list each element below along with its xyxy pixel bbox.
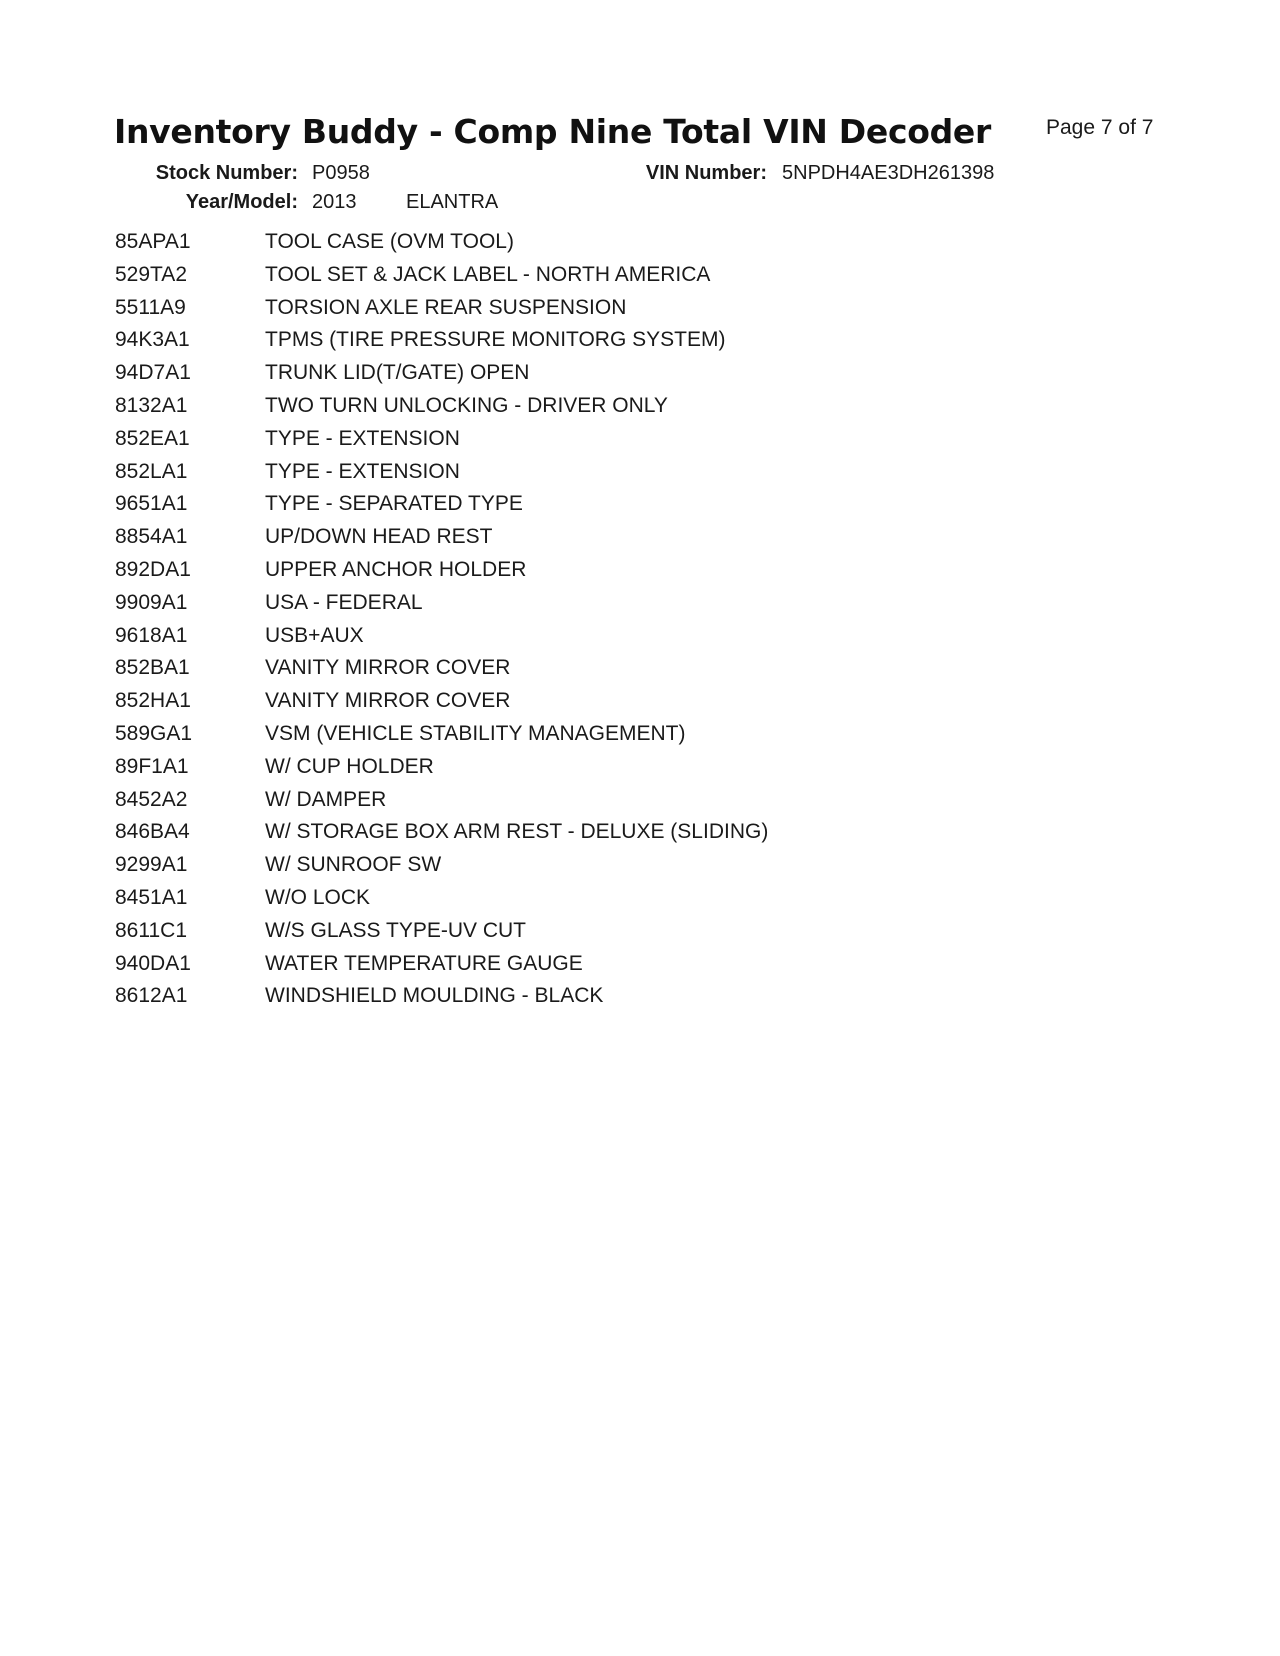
option-description: W/ SUNROOF SW: [265, 853, 442, 877]
option-description: TYPE - EXTENSION: [265, 459, 460, 483]
option-code: 94K3A1: [115, 328, 190, 352]
option-code: 94D7A1: [115, 361, 191, 385]
option-row: [0, 786, 1280, 819]
option-row: [0, 261, 1280, 294]
option-description: TYPE - EXTENSION: [265, 426, 460, 450]
option-description: W/S GLASS TYPE-UV CUT: [265, 918, 526, 942]
option-row: [0, 392, 1280, 425]
option-code: 589GA1: [115, 721, 193, 745]
option-code: 9299A1: [115, 853, 188, 877]
option-row: [0, 458, 1280, 491]
option-code: 9651A1: [115, 492, 188, 516]
option-row: [0, 720, 1280, 753]
option-row: [0, 425, 1280, 458]
option-description: TYPE - SEPARATED TYPE: [265, 492, 523, 516]
option-row: [0, 982, 1280, 1015]
option-description: WINDSHIELD MOULDING - BLACK: [265, 984, 604, 1008]
option-description: W/O LOCK: [265, 885, 371, 909]
option-description: USA - FEDERAL: [265, 590, 423, 614]
page-number: Page 7 of 7: [1046, 116, 1154, 139]
option-code: 852EA1: [115, 426, 190, 450]
option-code: 940DA1: [115, 951, 191, 975]
option-row: [0, 687, 1280, 720]
option-row: [0, 851, 1280, 884]
model-value: ELANTRA: [406, 191, 499, 213]
option-code: 852LA1: [115, 459, 188, 483]
option-row: [0, 917, 1280, 950]
option-description: TRUNK LID(T/GATE) OPEN: [265, 361, 530, 385]
option-row: [0, 359, 1280, 392]
option-description: TWO TURN UNLOCKING - DRIVER ONLY: [265, 393, 668, 417]
option-description: W/ DAMPER: [265, 787, 387, 811]
option-code: 89F1A1: [115, 754, 189, 778]
option-code: 5511A9: [115, 295, 186, 319]
option-code: 852HA1: [115, 689, 191, 713]
option-description: VSM (VEHICLE STABILITY MANAGEMENT): [265, 721, 686, 745]
option-row: [0, 654, 1280, 687]
year-value: 2013: [312, 191, 357, 213]
option-description: TOOL SET & JACK LABEL - NORTH AMERICA: [265, 262, 711, 286]
option-row: [0, 228, 1280, 261]
option-description: W/ CUP HOLDER: [265, 754, 434, 778]
option-code: 9618A1: [115, 623, 188, 647]
option-code: 85APA1: [115, 230, 191, 253]
option-code: 8854A1: [115, 525, 188, 549]
option-code: 9909A1: [115, 590, 188, 614]
option-description: UP/DOWN HEAD REST: [265, 525, 493, 549]
document-title: Inventory Buddy - Comp Nine Total VIN Decoder: [114, 112, 991, 151]
option-description: VANITY MIRROR COVER: [265, 656, 511, 680]
option-row: [0, 326, 1280, 359]
option-description: WATER TEMPERATURE GAUGE: [265, 951, 583, 975]
option-row: [0, 556, 1280, 589]
year-model-label: Year/Model:: [185, 191, 298, 213]
option-code: 846BA4: [115, 820, 190, 844]
stock-number-value: P0958: [312, 162, 370, 184]
option-code: 8132A1: [115, 393, 188, 417]
option-description: UPPER ANCHOR HOLDER: [265, 557, 527, 581]
option-code: 8611C1: [115, 918, 188, 942]
option-row: [0, 589, 1280, 622]
option-description: USB+AUX: [265, 623, 364, 647]
option-description: TOOL CASE (OVM TOOL): [265, 230, 514, 253]
option-row: [0, 818, 1280, 851]
option-list: [0, 228, 1280, 1015]
option-code: 8612A1: [115, 984, 188, 1008]
option-row: [0, 490, 1280, 523]
option-row: [0, 294, 1280, 327]
stock-number-label: Stock Number:: [155, 162, 298, 184]
vin-number-label: VIN Number:: [645, 162, 767, 184]
option-description: TORSION AXLE REAR SUSPENSION: [265, 295, 627, 319]
option-row: [0, 622, 1280, 655]
option-code: 8451A1: [115, 885, 188, 909]
option-code: 892DA1: [115, 557, 191, 581]
option-description: VANITY MIRROR COVER: [265, 689, 511, 713]
option-row: [0, 523, 1280, 556]
option-row: [0, 950, 1280, 983]
option-code: 852BA1: [115, 656, 190, 680]
option-code: 529TA2: [115, 262, 187, 286]
option-row: [0, 884, 1280, 917]
option-description: TPMS (TIRE PRESSURE MONITORG SYSTEM): [265, 328, 726, 352]
option-description: W/ STORAGE BOX ARM REST - DELUXE (SLIDING): [265, 820, 769, 844]
option-row: [0, 753, 1280, 786]
option-code: 8452A2: [115, 787, 188, 811]
vin-number-value: 5NPDH4AE3DH261398: [782, 162, 995, 184]
